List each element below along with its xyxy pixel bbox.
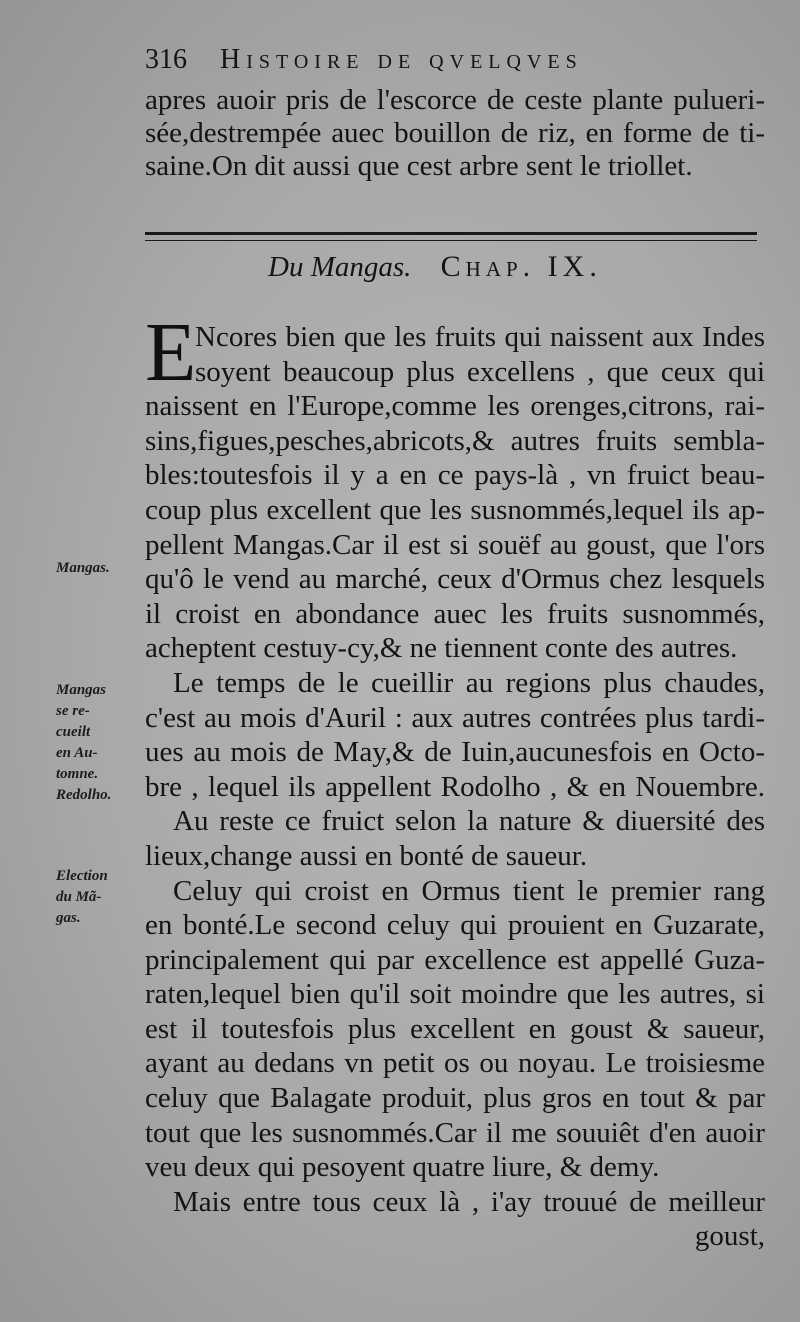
top-paragraph — [145, 84, 765, 183]
margin-note-line: Mangas — [56, 682, 107, 698]
text-line: qu'ô le vend au marché, ceux d'Ormus chez lesquels — [145, 563, 765, 596]
margin-note-mangas — [56, 558, 138, 579]
text-line: acheptent cestuy-cy,& ne tiennent conte des autres. — [145, 632, 738, 665]
text-line: coup plus excellent que les susnommés,lequel ils ap- — [145, 493, 765, 526]
catchword: goust, — [694, 1220, 765, 1253]
text-line: sée,destrempée auec bouillon de riz, en forme de ti- — [145, 117, 765, 149]
text-line: ayant au dedans vn petit os ou noyau. Le troisiesme — [145, 1047, 765, 1080]
text-line: Au reste ce fruict selon la nature & diuersité des — [173, 805, 765, 838]
text-line: soyent beaucoup plus excellens , que ceux qui — [195, 355, 765, 388]
text-line: ues au mois de May,& de Iuin,aucunesfois en Octo- — [145, 736, 765, 769]
text-line: bles:toutesfois il y a en ce pays-là , vn fruict beau- — [145, 459, 765, 492]
chapter-heading — [268, 250, 748, 290]
margin-note-line: se re- — [56, 703, 90, 719]
text-line: lieux,change aussi en bonté de saueur. — [145, 839, 588, 872]
text-line: principalement qui par excellence est appellé Guza- — [145, 943, 765, 976]
section-rule — [145, 232, 757, 241]
text-line: raten,lequel bien qu'il soit moindre que les autres, si — [145, 978, 765, 1011]
drop-initial: E — [145, 306, 197, 399]
text-line: Celuy qui croist en Ormus tient le premier rang — [173, 874, 765, 907]
margin-note-line: Election — [56, 868, 108, 884]
running-head — [145, 44, 765, 88]
margin-note-line: Redolho. — [56, 787, 112, 803]
text-line: il croist en abondance auec les fruits susnommés, — [145, 597, 765, 630]
text-line: celuy que Balagate produit, plus gros en tout & par — [145, 1082, 765, 1115]
text-line: est il toutesfois plus excellent en goust & saueur, — [145, 1012, 765, 1045]
text-line: c'est au mois d'Auril : aux autres contrées plus tardi- — [145, 701, 765, 734]
text-line: tout que les susnommés.Car il me souuiêt d'en auoir — [145, 1116, 765, 1149]
chapter-body — [145, 306, 765, 1254]
margin-note-line: tomne. — [56, 766, 99, 782]
text-line: sins,figues,pesches,abricots,& autres fruits sembla- — [145, 424, 765, 457]
margin-note-line: en Au- — [56, 745, 98, 761]
chapter-title: Du Mangas. — [268, 251, 412, 283]
margin-note-line: gas. — [56, 910, 81, 926]
text-line: naissent en l'Europe,comme les orenges,citrons, rai- — [145, 390, 765, 423]
margin-note-line: cueilt — [56, 724, 91, 740]
text-line: pellent Mangas.Car il est si souëf au goust, que l'ors — [145, 528, 765, 561]
text-line: saine.On dit aussi que cest arbre sent le triollet. — [145, 150, 693, 182]
text-line: Mais entre tous ceux là , i'ay trouué de meilleur — [173, 1185, 765, 1218]
chapter-number: Chap. IX. — [440, 250, 602, 283]
margin-note-line: Mangas. — [56, 560, 110, 576]
running-title: Histoire de qvelqves — [220, 44, 583, 75]
text-line: bre , lequel ils appellent Rodolho , & en Nouembre. — [145, 770, 765, 803]
text-line: veu deux qui pesoyent quatre liure, & demy. — [145, 1151, 660, 1184]
margin-note-election — [56, 866, 138, 929]
text-line: apres auoir pris de l'escorce de ceste plante pulueri- — [145, 84, 765, 116]
margin-note-harvest — [56, 680, 138, 806]
text-line: Ncores bien que les fruits qui naissent aux Indes — [195, 321, 765, 353]
text-line: en bonté.Le second celuy qui prouient en Guzarate, — [145, 909, 765, 942]
text-line: Le temps de le cueillir au regions plus chaudes, — [173, 666, 765, 699]
margin-note-line: du Mã- — [56, 889, 102, 905]
page-number: 316 — [145, 44, 187, 75]
